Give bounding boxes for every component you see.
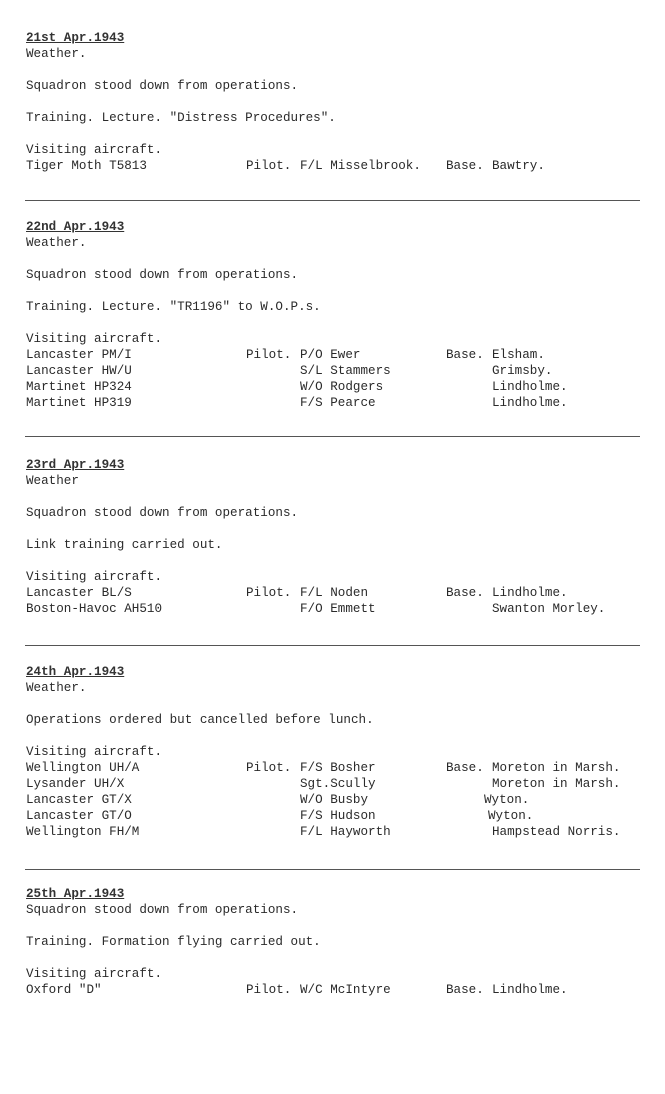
entry-date: 22nd Apr.1943 [26, 220, 125, 234]
aircraft-name: Martinet HP319 [26, 396, 132, 410]
aircraft-name: Martinet HP324 [26, 380, 132, 394]
pilot-name: P/O Ewer [300, 348, 361, 362]
entry-date: 23rd Apr.1943 [26, 458, 125, 472]
visiting-label: Visiting aircraft. [26, 332, 163, 346]
diary-entry-25th [26, 886, 646, 998]
pilot-name: Sgt.Scully [300, 777, 376, 791]
entry-line: Squadron stood down from operations. [26, 506, 299, 520]
entry-date: 25th Apr.1943 [26, 887, 125, 901]
aircraft-name: Wellington FH/M [26, 825, 140, 839]
pilot-name: W/O Busby [300, 793, 369, 807]
visiting-label: Visiting aircraft. [26, 570, 163, 584]
divider [25, 436, 640, 437]
pilot-label: Pilot. [246, 586, 292, 600]
diary-entry-24th [26, 664, 646, 840]
aircraft-name: Lancaster GT/O [26, 809, 132, 823]
entry-line: Weather. [26, 236, 87, 250]
base-name: Moreton in Marsh. [492, 761, 621, 775]
aircraft-row [26, 395, 646, 411]
divider [25, 200, 640, 201]
pilot-name: W/O Rodgers [300, 380, 384, 394]
entry-line: Squadron stood down from operations. [26, 268, 299, 282]
entry-line: Weather. [26, 681, 87, 695]
visiting-label: Visiting aircraft. [26, 967, 163, 981]
base-name: Moreton in Marsh. [492, 777, 621, 791]
entry-line: Weather. [26, 47, 87, 61]
base-name: Bawtry. [492, 159, 545, 173]
base-name: Lindholme. [492, 586, 568, 600]
base-name: Grimsby. [492, 364, 553, 378]
base-label: Base. [446, 586, 484, 600]
aircraft-row [26, 792, 646, 808]
base-label: Base. [446, 348, 484, 362]
aircraft-row [26, 347, 646, 363]
base-label: Base. [446, 159, 484, 173]
pilot-name: F/S Bosher [300, 761, 376, 775]
entry-date: 21st Apr.1943 [26, 31, 125, 45]
base-name: Lindholme. [492, 983, 568, 997]
aircraft-row [26, 776, 646, 792]
aircraft-name: Oxford "D" [26, 983, 102, 997]
base-name: Lindholme. [492, 396, 568, 410]
base-label: Base. [446, 983, 484, 997]
aircraft-name: Lancaster BL/S [26, 586, 132, 600]
aircraft-name: Lancaster HW/U [26, 364, 132, 378]
aircraft-row [26, 601, 646, 617]
base-name: Elsham. [492, 348, 545, 362]
aircraft-row [26, 824, 646, 840]
entry-line: Squadron stood down from operations. [26, 79, 299, 93]
divider [25, 645, 640, 646]
entry-line: Training. Lecture. "Distress Procedures". [26, 111, 336, 125]
base-name: Swanton Morley. [492, 602, 606, 616]
pilot-name: F/O Emmett [300, 602, 376, 616]
entry-line: Link training carried out. [26, 538, 223, 552]
pilot-name: F/L Misselbrook. [300, 159, 421, 173]
entry-line: Squadron stood down from operations. [26, 903, 299, 917]
entry-line: Training. Lecture. "TR1196" to W.O.P.s. [26, 300, 321, 314]
pilot-label: Pilot. [246, 983, 292, 997]
aircraft-row [26, 585, 646, 601]
aircraft-name: Lancaster GT/X [26, 793, 132, 807]
aircraft-row [26, 760, 646, 776]
diary-entry-21st [26, 30, 646, 174]
aircraft-name: Boston-Havoc AH510 [26, 602, 163, 616]
base-name: Wyton. [488, 809, 534, 823]
visiting-label: Visiting aircraft. [26, 143, 163, 157]
visiting-label: Visiting aircraft. [26, 745, 163, 759]
divider [25, 869, 640, 870]
pilot-label: Pilot. [246, 761, 292, 775]
pilot-name: S/L Stammers [300, 364, 391, 378]
aircraft-row [26, 808, 646, 824]
entry-date: 24th Apr.1943 [26, 665, 125, 679]
base-name: Lindholme. [492, 380, 568, 394]
aircraft-row [26, 982, 646, 998]
aircraft-row [26, 379, 646, 395]
diary-entry-23rd [26, 457, 646, 617]
pilot-label: Pilot. [246, 159, 292, 173]
base-name: Wyton. [484, 793, 530, 807]
pilot-name: F/L Noden [300, 586, 369, 600]
pilot-name: W/C McIntyre [300, 983, 391, 997]
aircraft-name: Lancaster PM/I [26, 348, 132, 362]
pilot-name: F/S Hudson [300, 809, 376, 823]
aircraft-row [26, 158, 646, 174]
aircraft-name: Lysander UH/X [26, 777, 125, 791]
base-name: Hampstead Norris. [492, 825, 621, 839]
pilot-label: Pilot. [246, 348, 292, 362]
aircraft-name: Wellington UH/A [26, 761, 140, 775]
pilot-name: F/S Pearce [300, 396, 376, 410]
aircraft-name: Tiger Moth T5813 [26, 159, 147, 173]
pilot-name: F/L Hayworth [300, 825, 391, 839]
diary-entry-22nd [26, 219, 646, 411]
entry-line: Training. Formation flying carried out. [26, 935, 321, 949]
base-label: Base. [446, 761, 484, 775]
aircraft-row [26, 363, 646, 379]
entry-line: Weather [26, 474, 79, 488]
entry-line: Operations ordered but cancelled before lunch. [26, 713, 374, 727]
